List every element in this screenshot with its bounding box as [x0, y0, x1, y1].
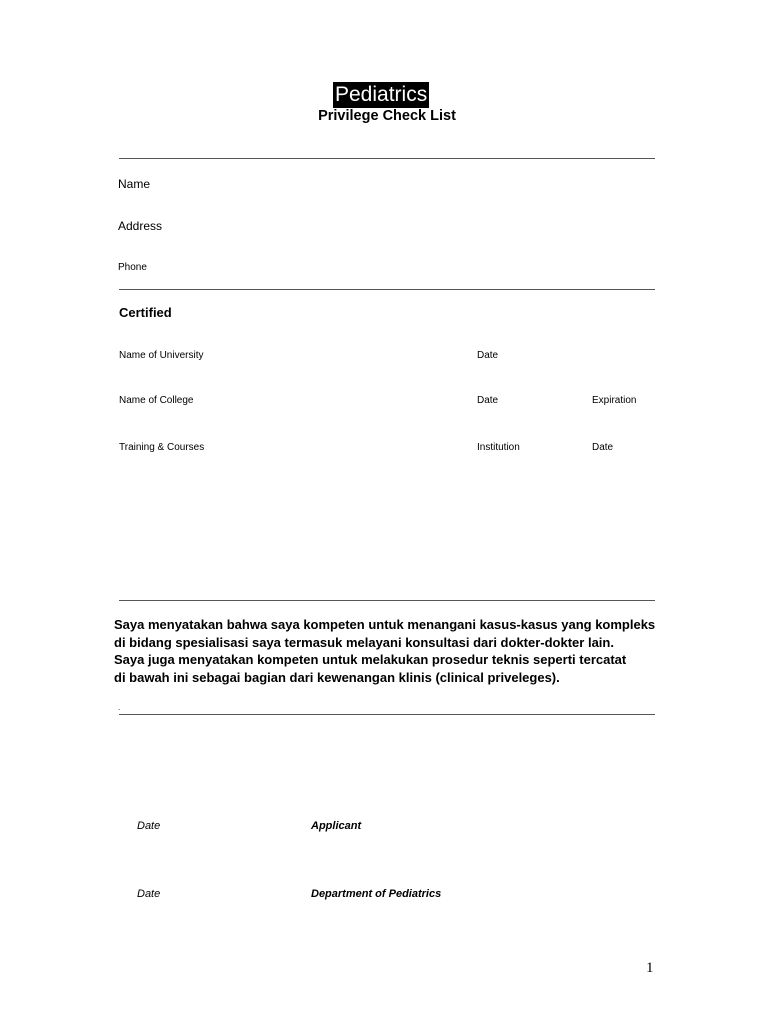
divider-top	[119, 158, 655, 159]
statement-paragraph	[114, 616, 674, 686]
phone-label: Phone	[118, 262, 147, 273]
statement-line: di bawah ini sebagai bagian dari kewenangan klinis (clinical priveleges).	[114, 669, 560, 685]
certified-heading: Certified	[119, 305, 172, 320]
page-title: Pediatrics	[335, 83, 428, 106]
statement-line: di bidang spesialisasi saya termasuk melayani konsultasi dari dokter-dokter lain.	[114, 634, 614, 650]
marker-dot: .	[118, 703, 121, 712]
college-date-label: Date	[477, 395, 499, 406]
divider-certified	[119, 289, 655, 290]
training-date-label: Date	[592, 442, 614, 453]
college-label: Name of College	[119, 395, 194, 406]
applicant-date-label: Date	[137, 820, 161, 832]
statement-line: Saya juga menyatakan kompeten untuk melakukan prosedur teknis seperti tercatat	[114, 652, 627, 667]
department-label: Department of Pediatrics	[311, 888, 442, 900]
department-date-label: Date	[137, 888, 161, 900]
address-label: Address	[118, 219, 163, 233]
page-subtitle: Privilege Check List	[318, 108, 456, 124]
divider-statement	[119, 600, 655, 601]
applicant-label: Applicant	[311, 820, 362, 832]
statement-line: Saya menyatakan bahwa saya kompeten untuk menangani kasus-kasus yang kompleks	[114, 617, 656, 632]
university-label: Name of University	[119, 350, 204, 361]
college-expiration-label: Expiration	[592, 395, 637, 406]
university-date-label: Date	[477, 350, 499, 361]
training-institution-label: Institution	[477, 442, 520, 453]
name-label: Name	[118, 177, 151, 191]
training-label: Training & Courses	[119, 442, 205, 453]
divider-signatures	[119, 714, 655, 715]
page-number: 1	[646, 960, 654, 976]
